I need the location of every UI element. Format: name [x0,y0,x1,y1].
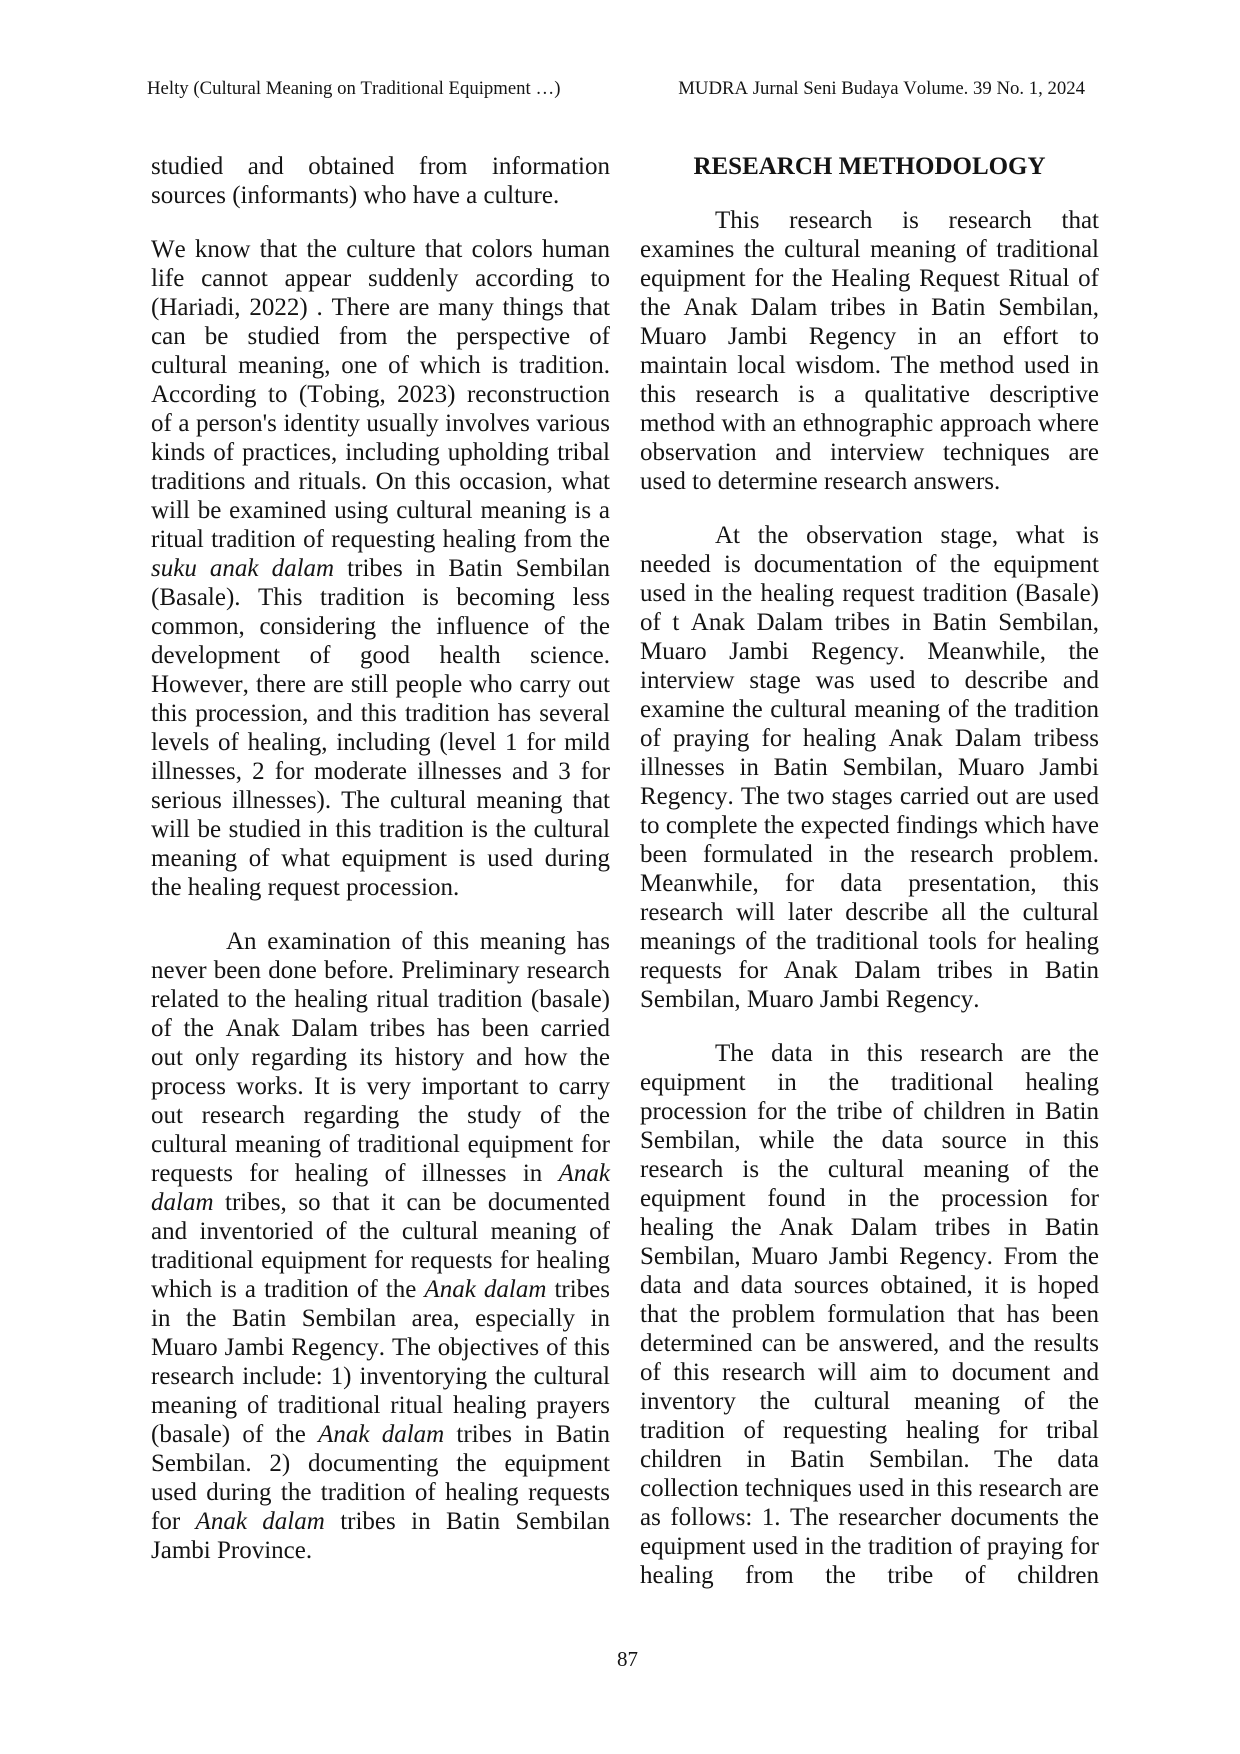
running-title: Helty (Cultural Meaning on Traditional Equipment …) [147,78,561,99]
italic-term: Anak dalam [195,1508,325,1535]
body-paragraph [151,927,610,1565]
text-run: tribes in the Batin Sembilan area, especially in Muaro Jambi Regency. The objectives of this research include: 1) inventorying the cultural meaning of traditional ritual healing prayers (basale) of the [151,1276,610,1448]
body-paragraph [151,152,610,210]
page-number: 87 [617,1647,638,1671]
italic-term: suku anak dalam [151,555,335,582]
body-paragraph [640,206,1099,496]
text-run: At the observation stage, what is needed is documentation of the equipment used in the healing request tradition (Basale) of t Anak Dalam tribes in Batin Sembilan, Muaro Jambi Regency. Meanwhile, the interview stage was used to describe and examine the cultural meaning of the tradition of praying for healing Anak Dalam tribess illnesses in Batin Sembilan, Muaro Jambi Regency. The two stages carried out are used to complete the expected findings which have been formulated in the research problem. Meanwhile, for data presentation, this research will later describe all the cultural meanings of the traditional tools for healing requests for Anak Dalam tribes in Batin Sembilan, Muaro Jambi Regency. [640,522,1099,1013]
text-run: tribes in Batin Sembilan (Basale). This tradition is becoming less common, considering the influence of the development of good health science. However, there are still people who carry out this procession, and this tradition has several levels of healing, including (level 1 for mild illnesses, 2 for moderate illnesses and 3 for serious illnesses). The cultural meaning that will be studied in this tradition is the cultural meaning of what equipment is used during the healing request procession. [151,555,611,901]
section-heading: RESEARCH METHODOLOGY [693,153,1046,180]
text-run: tribes in Batin Sembilan. 2) documenting the equipment used during the tradition of healing requests for [151,1421,611,1535]
italic-term: Anak dalam [151,1160,610,1216]
italic-term: Anak dalam [424,1276,547,1303]
body-paragraph [640,1039,1099,1590]
text-run: tribes, so that it can be documented and inventoried of the cultural meaning of traditional equipment for requests for healing which is a tradition of the [151,1189,610,1303]
text-run: tribes in Batin Sembilan Jambi Province. [151,1508,610,1564]
italic-term: Anak dalam [318,1421,445,1448]
text-run: The data in this research are the equipment in the traditional healing procession for the tribe of children in Batin Sembilan, while the data source in this research is the cultural meaning of the equipment found in the procession for healing the Anak Dalam tribes in Batin Sembilan, Muaro Jambi Regency. From the data and data sources obtained, it is hoped that the problem formulation that has been determined can be answered, and the results of this research will aim to document and inventory the cultural meaning of the tradition of requesting healing for tribal children in Batin Sembilan. The data collection techniques used in this research are as follows: 1. The researcher documents the equipment used in the tradition of praying for healing from the tribe of children [640,1040,1099,1589]
body-paragraph [151,235,610,902]
text-run: studied and obtained from information sources (informants) who have a culture. [151,153,610,209]
journal-info: MUDRA Jurnal Seni Budaya Volume. 39 No. 1, 2024 [678,78,1085,99]
text-run: This research is research that examines the cultural meaning of traditional equipment for the Healing Request Ritual of the Anak Dalam tribes in Batin Sembilan, Muaro Jambi Regency in an effort to maintain local wisdom. The method used in this research is a qualitative descriptive method with an ethnographic approach where observation and interview techniques are used to determine research answers. [640,207,1099,495]
left-column [151,152,610,1590]
body-paragraph [640,521,1099,1014]
right-column [640,152,1099,1615]
text-run: An examination of this meaning has never been done before. Preliminary research related to the healing ritual tradition (basale) of the Anak Dalam tribes has been carried out only regarding its history and how the process works. It is very important to carry out research regarding the study of the cultural meaning of traditional equipment for requests for healing of illnesses in [151,928,610,1187]
text-run: We know that the culture that colors human life cannot appear suddenly according to (Hariadi, 2022) . There are many things that can be studied from the perspective of cultural meaning, one of which is tradition. According to (Tobing, 2023) reconstruction of a person's identity usually involves various kinds of practices, including upholding tribal traditions and rituals. On this occasion, what will be examined using cultural meaning is a ritual tradition of requesting healing from the [151,236,610,553]
